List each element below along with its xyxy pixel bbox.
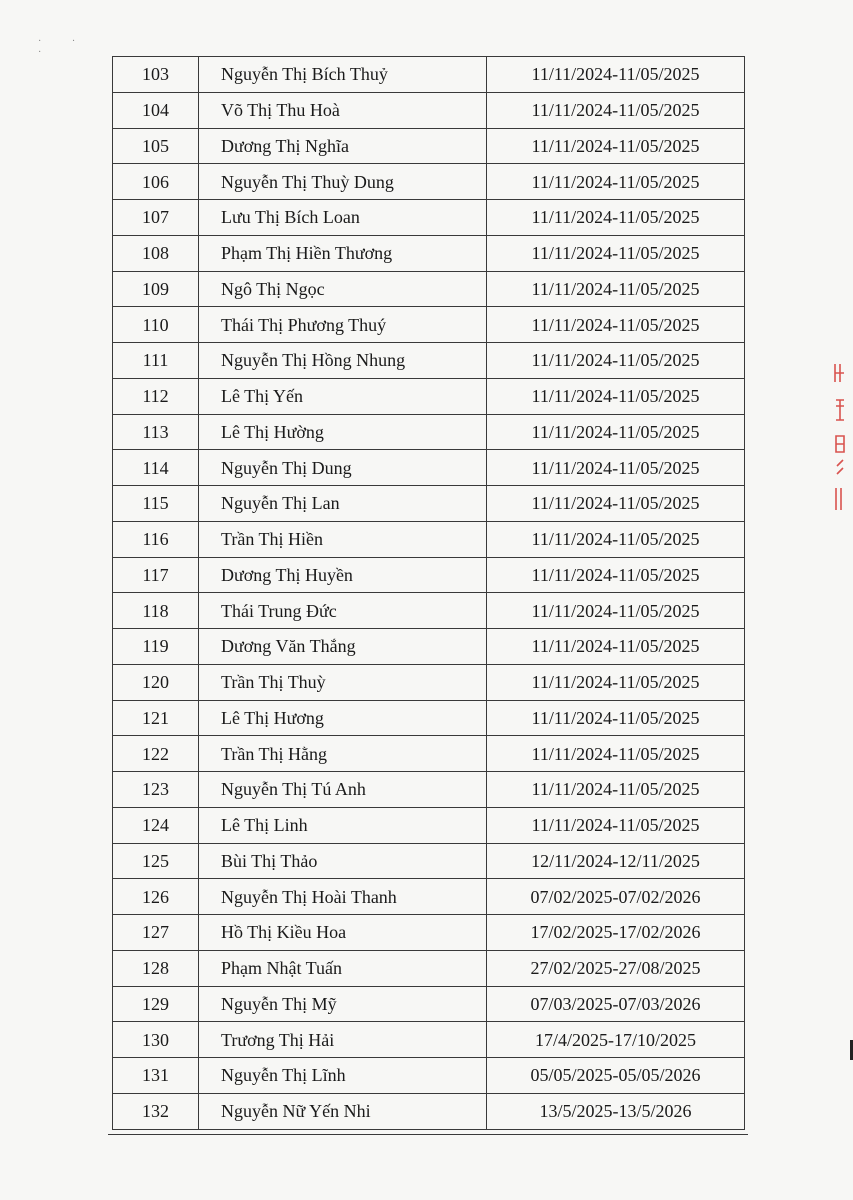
table-row [113,343,745,379]
list-table [112,56,745,1130]
row-number: 127 [113,915,199,951]
table-bottom-rule [108,1134,748,1135]
row-number: 110 [113,307,199,343]
table-row [113,57,745,93]
date-range: 11/11/2024-11/05/2025 [487,772,745,808]
table-row [113,164,745,200]
table-row [113,271,745,307]
date-range: 27/02/2025-27/08/2025 [487,950,745,986]
table-row [113,128,745,164]
date-range: 11/11/2024-11/05/2025 [487,200,745,236]
date-range: 13/5/2025-13/5/2026 [487,1093,745,1129]
row-number: 105 [113,128,199,164]
person-name: Nguyễn Thị Tú Anh [199,772,487,808]
table-row [113,915,745,951]
table-row [113,521,745,557]
person-name: Dương Văn Thắng [199,629,487,665]
person-name: Lê Thị Hường [199,414,487,450]
person-name: Nguyễn Thị Lĩnh [199,1058,487,1094]
person-name: Lê Thị Yến [199,378,487,414]
person-name: Nguyễn Thị Hoài Thanh [199,879,487,915]
person-name: Nguyễn Nữ Yến Nhi [199,1093,487,1129]
row-number: 118 [113,593,199,629]
red-stamp-mark [832,360,848,520]
date-range: 05/05/2025-05/05/2026 [487,1058,745,1094]
person-name: Nguyễn Thị Mỹ [199,986,487,1022]
date-range: 11/11/2024-11/05/2025 [487,736,745,772]
table-row [113,307,745,343]
row-number: 125 [113,843,199,879]
person-name: Trương Thị Hải [199,1022,487,1058]
row-number: 116 [113,521,199,557]
row-number: 131 [113,1058,199,1094]
person-name: Trần Thị Hằng [199,736,487,772]
person-name: Thái Trung Đức [199,593,487,629]
table-row [113,1093,745,1129]
person-name: Lê Thị Linh [199,807,487,843]
table-row [113,450,745,486]
person-name: Thái Thị Phương Thuý [199,307,487,343]
table-row [113,700,745,736]
date-range: 11/11/2024-11/05/2025 [487,343,745,379]
row-number: 123 [113,772,199,808]
row-number: 108 [113,235,199,271]
person-name: Phạm Nhật Tuấn [199,950,487,986]
date-range: 11/11/2024-11/05/2025 [487,486,745,522]
person-name: Võ Thị Thu Hoà [199,92,487,128]
row-number: 115 [113,486,199,522]
row-number: 126 [113,879,199,915]
row-number: 129 [113,986,199,1022]
person-name: Dương Thị Huyền [199,557,487,593]
table-row [113,879,745,915]
person-name: Nguyễn Thị Lan [199,486,487,522]
date-range: 07/03/2025-07/03/2026 [487,986,745,1022]
table-row [113,629,745,665]
date-range: 17/4/2025-17/10/2025 [487,1022,745,1058]
date-range: 11/11/2024-11/05/2025 [487,378,745,414]
table-row [113,486,745,522]
date-range: 07/02/2025-07/02/2026 [487,879,745,915]
table-row [113,200,745,236]
person-name: Bùi Thị Thảo [199,843,487,879]
person-name: Lưu Thị Bích Loan [199,200,487,236]
date-range: 11/11/2024-11/05/2025 [487,164,745,200]
row-number: 128 [113,950,199,986]
table-row [113,843,745,879]
row-number: 130 [113,1022,199,1058]
row-number: 103 [113,57,199,93]
date-range: 17/02/2025-17/02/2026 [487,915,745,951]
person-name: Nguyễn Thị Bích Thuỷ [199,57,487,93]
row-number: 114 [113,450,199,486]
person-name: Hồ Thị Kiều Hoa [199,915,487,951]
row-number: 120 [113,664,199,700]
table-row [113,986,745,1022]
row-number: 122 [113,736,199,772]
date-range: 11/11/2024-11/05/2025 [487,664,745,700]
scan-specks: · · · [38,36,90,58]
table-row [113,664,745,700]
table-row [113,557,745,593]
row-number: 121 [113,700,199,736]
row-number: 109 [113,271,199,307]
row-number: 106 [113,164,199,200]
table-row [113,807,745,843]
person-name: Trần Thị Thuỳ [199,664,487,700]
date-range: 11/11/2024-11/05/2025 [487,629,745,665]
row-number: 111 [113,343,199,379]
row-number: 104 [113,92,199,128]
table-row [113,92,745,128]
date-range: 11/11/2024-11/05/2025 [487,92,745,128]
row-number: 132 [113,1093,199,1129]
row-number: 119 [113,629,199,665]
person-name: Nguyễn Thị Hồng Nhung [199,343,487,379]
date-range: 11/11/2024-11/05/2025 [487,271,745,307]
table-row [113,736,745,772]
row-number: 107 [113,200,199,236]
person-name: Nguyễn Thị Dung [199,450,487,486]
date-range: 11/11/2024-11/05/2025 [487,593,745,629]
date-range: 11/11/2024-11/05/2025 [487,700,745,736]
person-name: Lê Thị Hương [199,700,487,736]
table-row [113,414,745,450]
row-number: 113 [113,414,199,450]
person-name: Phạm Thị Hiền Thương [199,235,487,271]
date-range: 11/11/2024-11/05/2025 [487,807,745,843]
date-range: 11/11/2024-11/05/2025 [487,307,745,343]
list-table-container [112,56,744,1134]
date-range: 12/11/2024-12/11/2025 [487,843,745,879]
row-number: 124 [113,807,199,843]
table-row [113,1022,745,1058]
row-number: 117 [113,557,199,593]
date-range: 11/11/2024-11/05/2025 [487,450,745,486]
row-number: 112 [113,378,199,414]
date-range: 11/11/2024-11/05/2025 [487,414,745,450]
date-range: 11/11/2024-11/05/2025 [487,128,745,164]
list-table-body [113,57,745,1130]
date-range: 11/11/2024-11/05/2025 [487,235,745,271]
table-row [113,593,745,629]
table-row [113,1058,745,1094]
date-range: 11/11/2024-11/05/2025 [487,557,745,593]
table-row [113,235,745,271]
person-name: Nguyễn Thị Thuỳ Dung [199,164,487,200]
table-row [113,378,745,414]
person-name: Ngô Thị Ngọc [199,271,487,307]
table-row [113,950,745,986]
person-name: Dương Thị Nghĩa [199,128,487,164]
table-row [113,772,745,808]
date-range: 11/11/2024-11/05/2025 [487,521,745,557]
person-name: Trần Thị Hiền [199,521,487,557]
date-range: 11/11/2024-11/05/2025 [487,57,745,93]
